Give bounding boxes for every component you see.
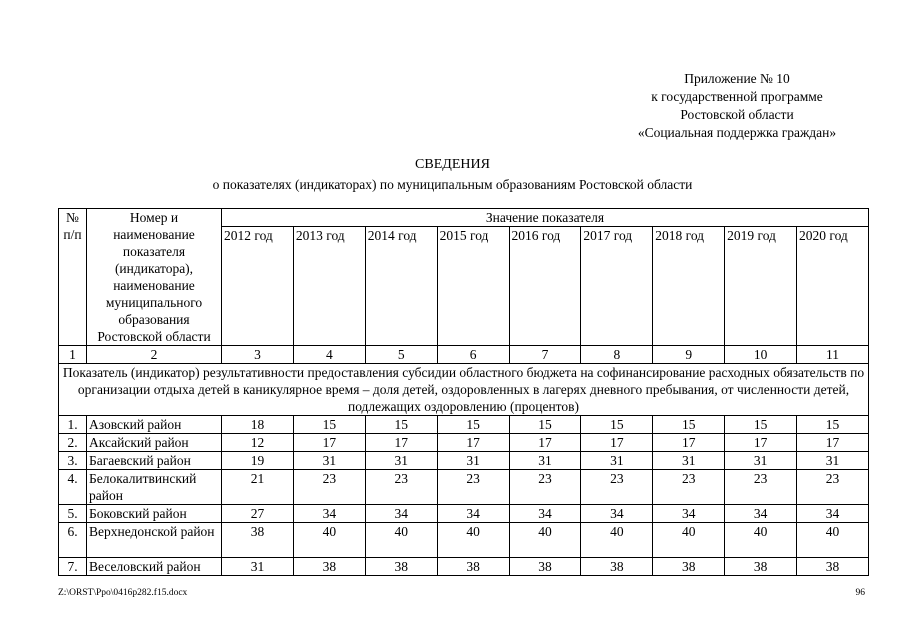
indicator-value: 34 — [725, 505, 797, 523]
indicator-value: 34 — [581, 505, 653, 523]
municipality-name: Аксайский район — [87, 434, 222, 452]
indicator-value: 15 — [365, 416, 437, 434]
table-row — [59, 416, 869, 434]
column-index: 1 — [59, 346, 87, 364]
indicator-value: 15 — [293, 416, 365, 434]
document-subtitle: о показателях (индикаторах) по муниципальным образованиям Ростовской области — [212, 177, 693, 192]
indicator-value: 18 — [222, 416, 294, 434]
indicator-value: 15 — [725, 416, 797, 434]
indicator-value: 17 — [509, 434, 581, 452]
table-row — [59, 470, 869, 505]
header-year: 2019 год — [725, 227, 797, 346]
row-number: 7. — [59, 558, 87, 576]
indicator-value: 15 — [437, 416, 509, 434]
indicator-value: 31 — [797, 452, 869, 470]
indicator-description: Показатель (индикатор) результативности предоставления субсидии областного бюджета на софинансирование расходных обязательств по организации отдыха детей в каникулярное время – доля детей, оздоровленных в лагерях дневного пребывания, от численности детей, подлежащих оздоровлению (процентов) — [59, 364, 869, 416]
column-index: 3 — [222, 346, 294, 364]
appendix-line-2: к государственной программе — [651, 89, 823, 104]
column-index: 8 — [581, 346, 653, 364]
header-name: Номер и наименование показателя (индикатора), наименование муниципального образования Ростовской области — [87, 209, 222, 346]
row-number: 3. — [59, 452, 87, 470]
header-year: 2016 год — [509, 227, 581, 346]
indicator-value: 40 — [653, 523, 725, 558]
indicator-value: 15 — [653, 416, 725, 434]
indicator-value: 31 — [293, 452, 365, 470]
column-index: 7 — [509, 346, 581, 364]
column-index: 4 — [293, 346, 365, 364]
row-number: 2. — [59, 434, 87, 452]
indicator-value: 40 — [365, 523, 437, 558]
indicator-value: 38 — [581, 558, 653, 576]
indicator-value: 31 — [365, 452, 437, 470]
indicator-value: 12 — [222, 434, 294, 452]
appendix-line-4: «Социальная поддержка граждан» — [637, 125, 837, 140]
indicator-value: 31 — [222, 558, 294, 576]
indicator-value: 19 — [222, 452, 294, 470]
page-number: 96 — [855, 588, 865, 598]
indicator-value: 23 — [293, 470, 365, 505]
column-index: 9 — [653, 346, 725, 364]
municipality-name: Веселовский район — [87, 558, 222, 576]
indicators-table — [58, 208, 869, 576]
header-year: 2013 год — [293, 227, 365, 346]
row-number: 1. — [59, 416, 87, 434]
indicator-value: 15 — [581, 416, 653, 434]
indicator-value: 31 — [581, 452, 653, 470]
indicator-value: 23 — [437, 470, 509, 505]
indicator-value: 31 — [437, 452, 509, 470]
municipality-name: Белокалитвинский район — [87, 470, 222, 505]
indicator-value: 34 — [797, 505, 869, 523]
indicator-value: 31 — [653, 452, 725, 470]
indicator-value: 17 — [437, 434, 509, 452]
indicator-value: 23 — [653, 470, 725, 505]
indicator-value: 15 — [509, 416, 581, 434]
indicator-value: 34 — [509, 505, 581, 523]
row-number: 5. — [59, 505, 87, 523]
municipality-name: Азовский район — [87, 416, 222, 434]
indicator-value: 38 — [509, 558, 581, 576]
table-row — [59, 523, 869, 558]
appendix-heading — [607, 70, 867, 142]
header-year: 2020 год — [797, 227, 869, 346]
column-index: 10 — [725, 346, 797, 364]
file-path: Z:\ORST\Ppo\0416p282.f15.docx — [58, 588, 188, 598]
indicator-value: 34 — [653, 505, 725, 523]
indicator-value: 23 — [365, 470, 437, 505]
indicator-value: 23 — [581, 470, 653, 505]
column-index: 6 — [437, 346, 509, 364]
table-row — [59, 434, 869, 452]
indicator-value: 17 — [653, 434, 725, 452]
indicator-value: 31 — [725, 452, 797, 470]
header-number: № п/п — [59, 209, 87, 346]
indicator-value: 40 — [293, 523, 365, 558]
indicator-value: 38 — [653, 558, 725, 576]
indicator-value: 40 — [797, 523, 869, 558]
indicator-value: 17 — [797, 434, 869, 452]
column-index: 11 — [797, 346, 869, 364]
municipality-name: Багаевский район — [87, 452, 222, 470]
appendix-line-3: Ростовской области — [680, 107, 794, 122]
municipality-name: Верхнедонской район — [87, 523, 222, 558]
row-number: 4. — [59, 470, 87, 505]
table-row — [59, 452, 869, 470]
municipality-name: Боковский район — [87, 505, 222, 523]
header-year: 2012 год — [222, 227, 294, 346]
indicator-value: 17 — [365, 434, 437, 452]
header-year: 2018 год — [653, 227, 725, 346]
indicator-value: 40 — [581, 523, 653, 558]
indicator-value: 23 — [725, 470, 797, 505]
header-year: 2014 год — [365, 227, 437, 346]
table-row — [59, 505, 869, 523]
document-title: СВЕДЕНИЯ — [415, 157, 490, 172]
indicator-value: 27 — [222, 505, 294, 523]
column-index: 2 — [87, 346, 222, 364]
table-row — [59, 558, 869, 576]
indicator-value: 31 — [509, 452, 581, 470]
indicator-value: 38 — [222, 523, 294, 558]
indicator-value: 40 — [725, 523, 797, 558]
appendix-line-1: Приложение № 10 — [684, 71, 790, 86]
indicator-value: 38 — [797, 558, 869, 576]
indicator-value: 23 — [797, 470, 869, 505]
indicator-value: 38 — [437, 558, 509, 576]
indicator-value: 34 — [437, 505, 509, 523]
indicator-value: 17 — [581, 434, 653, 452]
indicator-value: 23 — [509, 470, 581, 505]
header-year: 2017 год — [581, 227, 653, 346]
header-value: Значение показателя — [222, 209, 869, 227]
indicator-value: 17 — [725, 434, 797, 452]
indicator-value: 38 — [365, 558, 437, 576]
indicator-value: 15 — [797, 416, 869, 434]
indicator-value: 40 — [437, 523, 509, 558]
column-index: 5 — [365, 346, 437, 364]
indicator-value: 38 — [725, 558, 797, 576]
header-year: 2015 год — [437, 227, 509, 346]
indicator-value: 40 — [509, 523, 581, 558]
indicator-value: 34 — [293, 505, 365, 523]
indicator-value: 17 — [293, 434, 365, 452]
row-number: 6. — [59, 523, 87, 558]
indicator-value: 21 — [222, 470, 294, 505]
indicator-value: 34 — [365, 505, 437, 523]
indicator-value: 38 — [293, 558, 365, 576]
